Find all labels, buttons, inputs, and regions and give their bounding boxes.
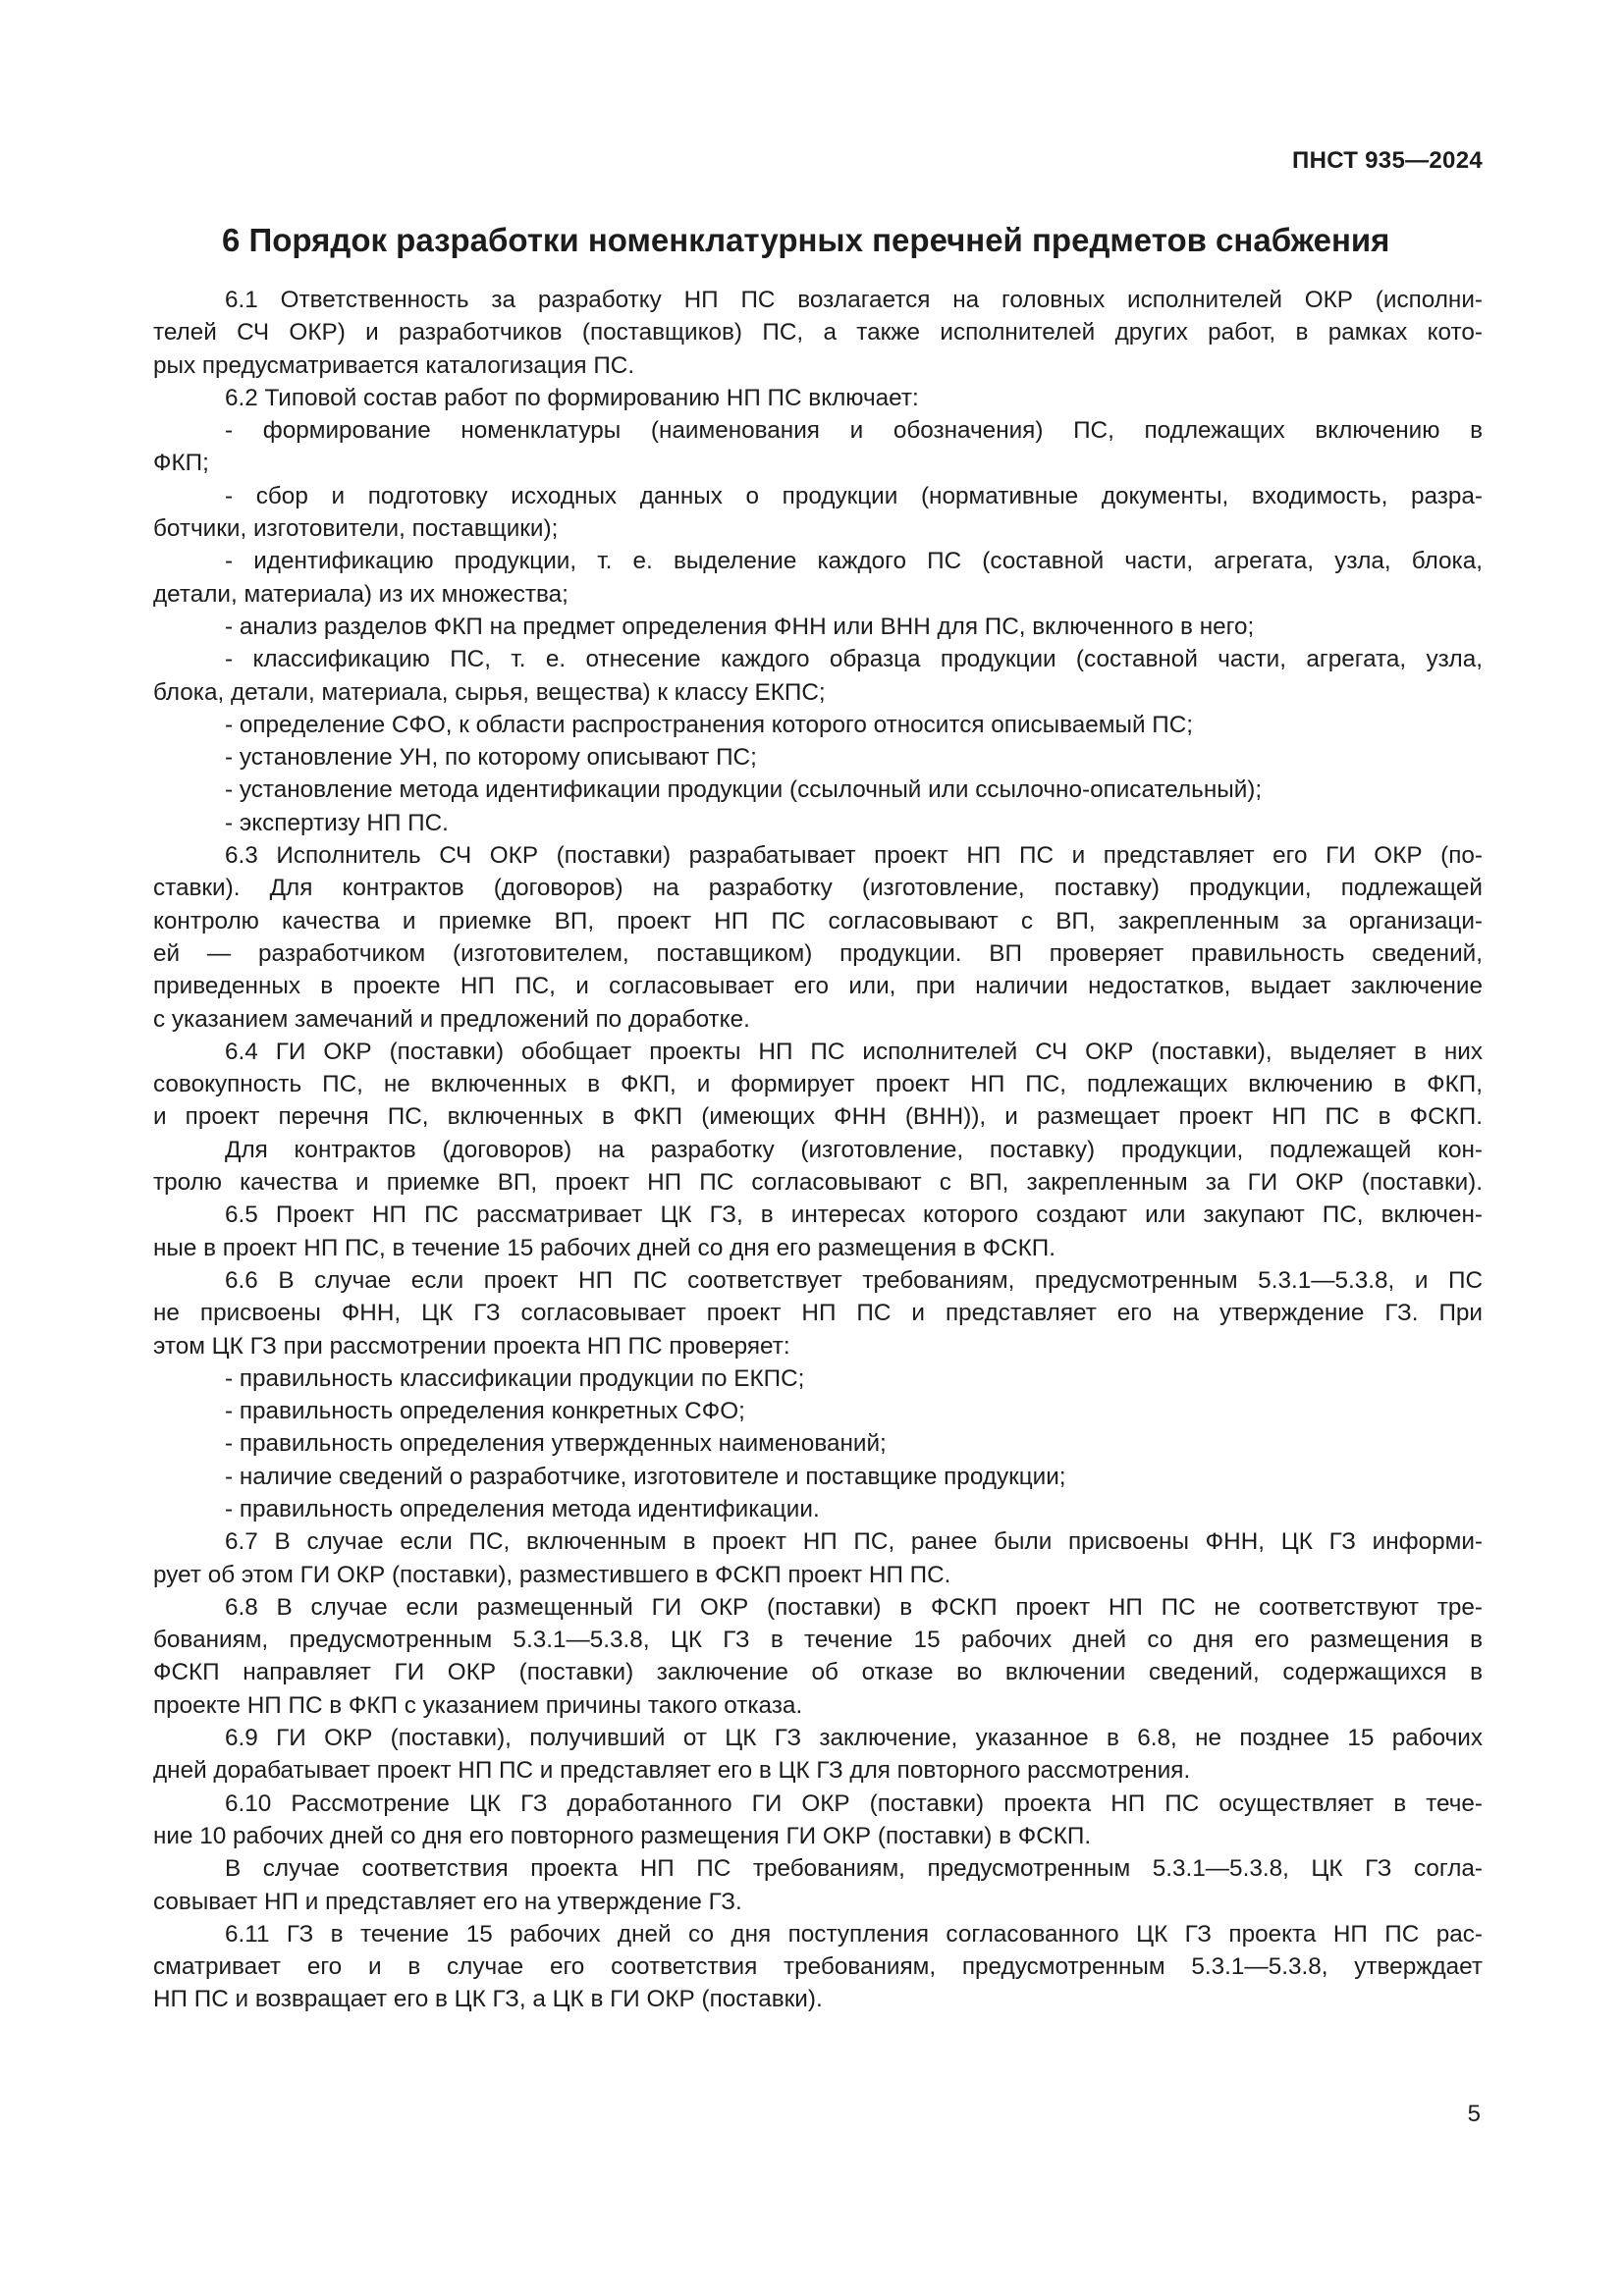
text-line: - определение СФО, к области распространения которого относится описываемый ПС; xyxy=(225,711,1194,738)
page-number: 5 xyxy=(1467,2101,1481,2127)
text-line: совокупность ПС, не включенных в ФКП, и формирует проект НП ПС, подлежащих включению в ФКП, xyxy=(153,1071,1483,1098)
text-line: и проект перечня ПС, включенных в ФКП (имеющих ФНН (ВНН)), и размещает проект НП ПС в ФСКП. xyxy=(153,1103,1483,1131)
text-line: 6.10 Рассмотрение ЦК ГЗ доработанного ГИ ОКР (поставки) проекта НП ПС осуществляет в тече- xyxy=(225,1789,1483,1817)
text-line: В случае соответствия проекта НП ПС требованиям, предусмотренным 5.3.1—5.3.8, ЦК ГЗ согла- xyxy=(225,1855,1483,1883)
text-line: - классификацию ПС, т. е. отнесение каждого образца продукции (составной части, агрегата, узла, xyxy=(225,646,1483,673)
text-line: ставки). Для контрактов (договоров) на разработку (изготовление, поставку) продукции, подлежащей xyxy=(153,875,1483,902)
text-line: с указанием замечаний и предложений по доработке. xyxy=(153,1005,750,1033)
text-line: - идентификацию продукции, т. е. выделение каждого ПС (составной части, агрегата, узла, блока, xyxy=(225,548,1483,575)
text-line: тролю качества и приемке ВП, проект НП ПС согласовывают с ВП, закрепленным за ГИ ОКР (поставки). xyxy=(153,1169,1483,1197)
text-line: приведенных в проекте НП ПС, и согласовывает его или, при наличии недостатков, выдает заключение xyxy=(153,973,1483,1000)
text-line: - правильность определения утвержденных наименований; xyxy=(225,1430,887,1458)
text-line: 6.3 Исполнитель СЧ ОКР (поставки) разрабатывает проект НП ПС и представляет его ГИ ОКР (по- xyxy=(225,842,1483,870)
text-line: - экспертизу НП ПС. xyxy=(225,809,449,836)
text-line: 6.7 В случае если ПС, включенным в проект НП ПС, ранее были присвоены ФНН, ЦК ГЗ информи- xyxy=(225,1528,1483,1556)
text-line: - правильность определения конкретных СФО; xyxy=(225,1398,745,1425)
text-line: рует об этом ГИ ОКР (поставки), разместившего в ФСКП проект НП ПС. xyxy=(153,1561,951,1588)
document-designation: ПНСТ 935—2024 xyxy=(1292,147,1483,174)
text-line: ФКП; xyxy=(153,450,209,477)
text-line: 6.11 ГЗ в течение 15 рабочих дней со дня поступления согласованного ЦК ГЗ проекта НП ПС рас- xyxy=(225,1920,1483,1948)
text-line: бованиям, предусмотренным 5.3.1—5.3.8, ЦК ГЗ в течение 15 рабочих дней со дня его размещения в xyxy=(153,1627,1483,1654)
text-line: сматривает его и в случае его соответствия требованиям, предусмотренным 5.3.1—5.3.8, утверждает xyxy=(153,1953,1483,1981)
text-line: 6.9 ГИ ОКР (поставки), получивший от ЦК ГЗ заключение, указанное в 6.8, не позднее 15 рабочих xyxy=(225,1725,1483,1752)
text-line: ные в проект НП ПС, в течение 15 рабочих дней со дня его размещения в ФСКП. xyxy=(153,1234,1056,1261)
section-body xyxy=(153,284,1483,2016)
text-line: телей СЧ ОКР) и разработчиков (поставщиков) ПС, а также исполнителей других работ, в рамках кото- xyxy=(153,319,1483,347)
text-line: - правильность определения метода идентификации. xyxy=(225,1495,820,1522)
text-line: совывает НП и представляет его на утверждение ГЗ. xyxy=(153,1888,742,1915)
text-line: - установление метода идентификации продукции (ссылочный или ссылочно-описательный); xyxy=(225,776,1263,804)
section-title: 6 Порядок разработки номенклатурных перечней предметов снабжения xyxy=(222,222,1390,258)
text-line: - анализ разделов ФКП на предмет определения ФНН или ВНН для ПС, включенного в него; xyxy=(225,613,1255,640)
text-line: 6.8 В случае если размещенный ГИ ОКР (поставки) в ФСКП проект НП ПС не соответствуют тре- xyxy=(225,1593,1483,1621)
text-line: проекте НП ПС в ФКП с указанием причины такого отказа. xyxy=(153,1691,803,1719)
text-line: 6.2 Типовой состав работ по формированию НП ПС включает: xyxy=(225,384,919,411)
text-line: 6.1 Ответственность за разработку НП ПС возлагается на головных исполнителей ОКР (исполни- xyxy=(225,287,1483,313)
text-line: не присвоены ФНН, ЦК ГЗ согласовывает проект НП ПС и представляет его на утверждение ГЗ. При xyxy=(153,1300,1483,1327)
text-line: детали, материала) из их множества; xyxy=(153,580,568,608)
text-line: 6.6 В случае если проект НП ПС соответствует требованиям, предусмотренным 5.3.1—5.3.8, и ПС xyxy=(225,1266,1483,1294)
text-line: - сбор и подготовку исходных данных о продукции (нормативные документы, входимость, разра- xyxy=(225,482,1483,509)
text-line: - правильность классификации продукции по ЕКПС; xyxy=(225,1364,805,1392)
text-line: дней дорабатывает проект НП ПС и представляет его в ЦК ГЗ для повторного рассмотрения. xyxy=(153,1757,1191,1785)
text-line: 6.5 Проект НП ПС рассматривает ЦК ГЗ, в интересах которого создают или закупают ПС, включен- xyxy=(225,1201,1483,1229)
text-line: контролю качества и приемке ВП, проект НП ПС согласовывают с ВП, закрепленным за организаци- xyxy=(153,907,1483,934)
text-line: ей — разработчиком (изготовителем, поставщиком) продукции. ВП проверяет правильность сведений, xyxy=(153,939,1483,967)
text-line: 6.4 ГИ ОКР (поставки) обобщает проекты НП ПС исполнителей СЧ ОКР (поставки), выделяет в них xyxy=(225,1038,1483,1065)
text-line: - наличие сведений о разработчике, изготовителе и поставщике продукции; xyxy=(225,1463,1066,1490)
text-line: Для контрактов (договоров) на разработку (изготовление, поставку) продукции, подлежащей кон- xyxy=(225,1136,1483,1163)
text-line: - установление УН, по которому описывают ПС; xyxy=(225,744,757,772)
text-line: ботчики, изготовители, поставщики); xyxy=(153,515,559,543)
text-line: - формирование номенклатуры (наименования и обозначения) ПС, подлежащих включению в xyxy=(225,417,1483,445)
text-line: НП ПС и возвращает его в ЦК ГЗ, а ЦК в ГИ ОКР (поставки). xyxy=(153,1986,823,2013)
text-line: рых предусматривается каталогизация ПС. xyxy=(153,351,635,379)
text-line: ние 10 рабочих дней со дня его повторного размещения ГИ ОКР (поставки) в ФСКП. xyxy=(153,1822,1092,1849)
text-line: ФСКП направляет ГИ ОКР (поставки) заключение об отказе во включении сведений, содержащихся в xyxy=(153,1659,1483,1686)
text-line: блока, детали, материала, сырья, вещества) к классу ЕКПС; xyxy=(153,678,826,706)
text-line: этом ЦК ГЗ при рассмотрении проекта НП ПС проверяет: xyxy=(153,1332,790,1360)
